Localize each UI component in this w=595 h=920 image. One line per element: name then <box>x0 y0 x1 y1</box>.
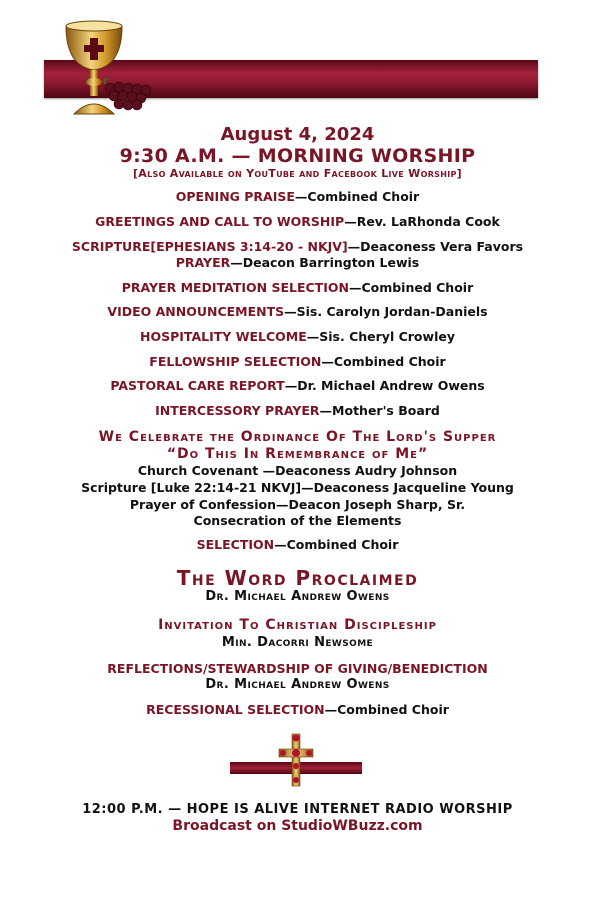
cross-icon <box>276 732 316 788</box>
supper-title: We Celebrate the Ordinance Of The Lord's Supper <box>98 429 497 445</box>
service-time-title: 9:30 A.M. — MORNING WORSHIP <box>119 145 476 167</box>
word-title: The Word Proclaimed <box>176 566 419 590</box>
program-item: OPENING PRAISE—Combined Choir <box>175 189 420 204</box>
program-item: PRAYER MEDITATION SELECTION—Combined Choir <box>121 280 474 295</box>
cross-ornament <box>230 732 362 792</box>
program-item: GREETINGS AND CALL TO WORSHIP—Rev. LaRhonda Cook <box>95 214 500 229</box>
invitation-speaker: Min. Dacorri Newsome <box>221 635 374 650</box>
reflections-title: REFLECTIONS/STEWARDSHIP OF GIVING/BENEDICTION <box>107 661 488 676</box>
supper-line: Consecration of the Elements <box>193 513 402 528</box>
word-speaker: Dr. Michael Andrew Owens <box>205 589 390 604</box>
program-item: VIDEO ANNOUNCEMENTS—Sis. Carolyn Jordan-Daniels <box>107 304 488 319</box>
program-item: PASTORAL CARE REPORT—Dr. Michael Andrew Owens <box>110 378 485 393</box>
program-item: SCRIPTURE[EPHESIANS 3:14-20 - NKJV]—Deaconess Vera Favors <box>71 239 524 254</box>
broadcast-link[interactable]: Broadcast on StudioWBuzz.com <box>172 818 423 834</box>
reflections-speaker: Dr. Michael Andrew Owens <box>205 677 390 692</box>
service-date: August 4, 2024 <box>220 124 375 145</box>
supper-subtitle: “Do This In Remembrance of Me” <box>166 446 429 462</box>
invitation-title: Invitation To Christian Discipleship <box>158 617 437 633</box>
program-item: HOSPITALITY WELCOME—Sis. Cheryl Crowley <box>140 329 455 344</box>
grapes-icon <box>100 78 160 114</box>
program-item: FELLOWSHIP SELECTION—Combined Choir <box>149 354 446 369</box>
selection-item: SELECTION—Combined Choir <box>196 537 399 552</box>
recessional-item: RECESSIONAL SELECTION—Combined Choir <box>146 702 449 717</box>
supper-line: Church Covenant —Deaconess Audry Johnson <box>137 463 458 478</box>
supper-line: Scripture [Luke 22:14-21 NKVJ]—Deaconess Jacqueline Young <box>81 480 514 495</box>
program-item: PRAYER—Deacon Barrington Lewis <box>175 255 420 270</box>
radio-worship: 12:00 P.M. — HOPE IS ALIVE INTERNET RADIO WORSHIP <box>82 802 513 817</box>
availability-note: [Also Available on YouTube and Facebook Live Worship] <box>132 167 463 180</box>
program-item: INTERCESSORY PRAYER—Mother's Board <box>155 403 440 418</box>
supper-line: Prayer of Confession—Deacon Joseph Sharp, Sr. <box>129 497 466 512</box>
